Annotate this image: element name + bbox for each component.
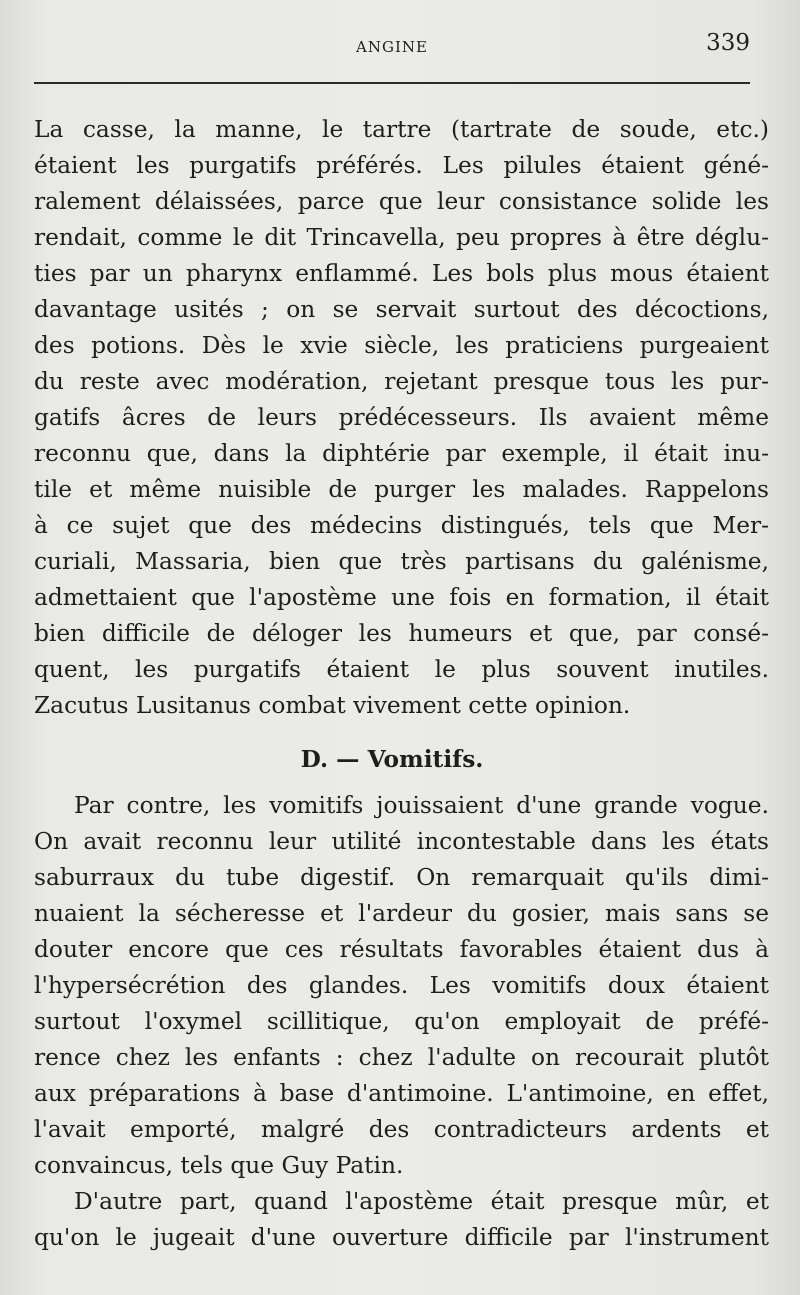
text-line: saburraux du tube digestif. On remarquait qu'ils dimi- [34, 864, 769, 891]
text-line: curiali, Massaria, bien que très partisans du galénisme, [34, 548, 769, 575]
paragraph-vomitifs [34, 788, 769, 1256]
text-line: Zacutus Lusitanus combat vivement cette opinion. [34, 692, 631, 719]
text-line: à ce sujet que des médecins distingués, tels que Mer- [34, 512, 769, 539]
text-line: ralement délaissées, parce que leur consistance solide les [34, 188, 769, 215]
text-line: gatifs âcres de leurs prédécesseurs. Ils avaient même [34, 404, 769, 431]
text-line: aux préparations à base d'antimoine. L'antimoine, en effet, [34, 1080, 769, 1107]
page-number: 339 [706, 30, 750, 56]
text-line: reconnu que, dans la diphtérie par exemple, il était inu- [34, 440, 769, 467]
text-line: l'hypersécrétion des glandes. Les vomitifs doux étaient [34, 972, 769, 999]
text-line: davantage usités ; on se servait surtout des décoctions, [34, 296, 769, 323]
section-heading: D. — Vomitifs. [300, 746, 484, 773]
text-line: qu'on le jugeait d'une ouverture difficile par l'instrument [34, 1224, 769, 1251]
text-line: du reste avec modération, rejetant presque tous les pur- [34, 368, 769, 395]
text-line: On avait reconnu leur utilité incontestable dans les états [34, 828, 769, 855]
text-line: ties par un pharynx enflammé. Les bols plus mous étaient [34, 260, 769, 287]
text-line: rendait, comme le dit Trincavella, peu propres à être déglu- [34, 224, 769, 251]
text-line: Par contre, les vomitifs jouissaient d'une grande vogue. [74, 792, 769, 819]
paragraph-purgatifs [34, 112, 769, 724]
text-line: douter encore que ces résultats favorables étaient dus à [34, 936, 769, 963]
text-line: admettaient que l'apostème une fois en formation, il était [34, 584, 769, 611]
text-line: étaient les purgatifs préférés. Les pilules étaient géné- [34, 152, 769, 179]
text-line: des potions. Dès le xvie siècle, les praticiens purgeaient [34, 332, 769, 359]
running-title: ANGINE [356, 38, 428, 56]
text-line: D'autre part, quand l'apostème était presque mûr, et [74, 1188, 769, 1215]
text-line: convaincus, tels que Guy Patin. [34, 1152, 404, 1179]
header-rule [34, 82, 750, 84]
text-line: tile et même nuisible de purger les malades. Rappelons [34, 476, 769, 503]
text-line: rence chez les enfants : chez l'adulte on recourait plutôt [34, 1044, 769, 1071]
text-line: nuaient la sécheresse et l'ardeur du gosier, mais sans se [34, 900, 769, 927]
text-line: bien difficile de déloger les humeurs et que, par consé- [34, 620, 769, 647]
text-line: l'avait emporté, malgré des contradicteurs ardents et [34, 1116, 769, 1143]
text-line: La casse, la manne, le tartre (tartrate de soude, etc.) [34, 116, 769, 143]
text-line: surtout l'oxymel scillitique, qu'on employait de préfé- [34, 1008, 769, 1035]
running-head [34, 30, 750, 64]
text-line: quent, les purgatifs étaient le plus souvent inutiles. [34, 656, 769, 683]
